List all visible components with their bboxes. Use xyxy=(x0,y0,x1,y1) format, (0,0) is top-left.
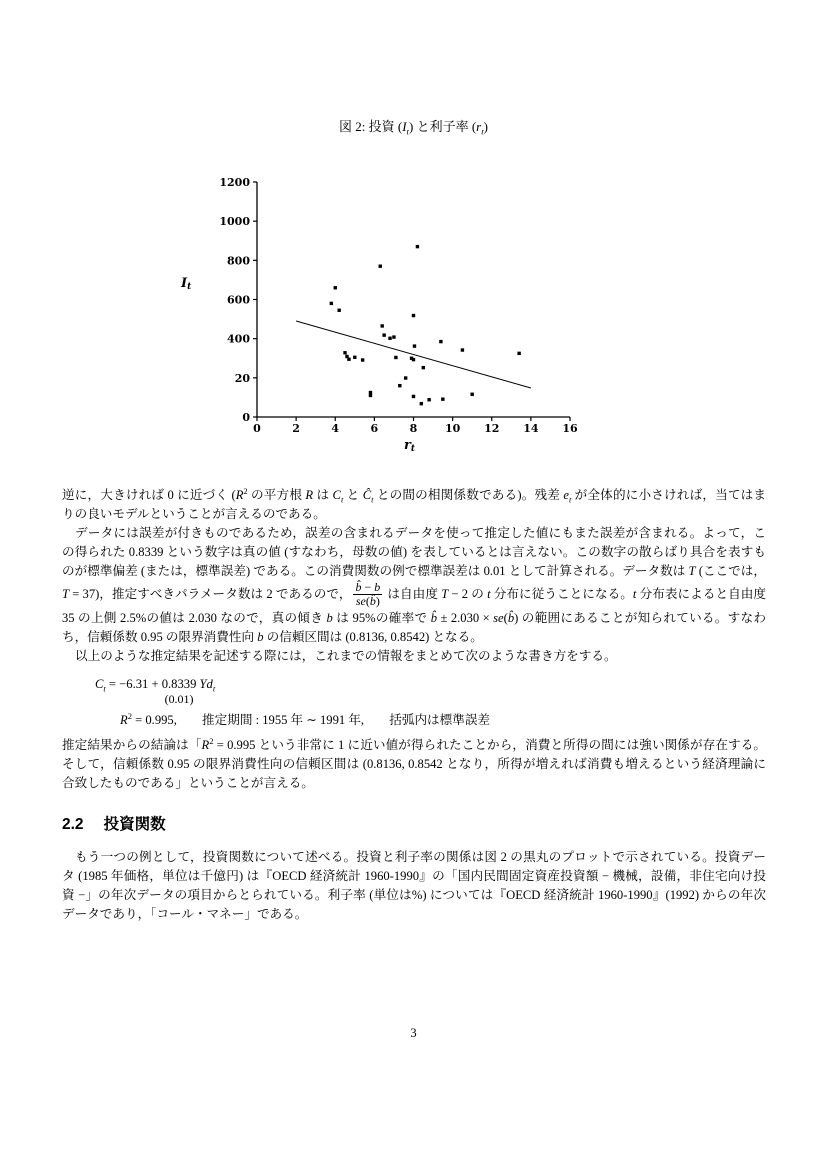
data-point xyxy=(404,376,407,379)
paragraph-model-fit: 逆に，大きければ 0 に近づく ($R^2$ の平方根 R は $C_t$ と $Ĉ_t$ との間の相関係数である)。残差 $e_t$ が全体的に小さければ，当てはまりの良いモデルということが言えるのである。 xyxy=(62,485,767,521)
data-point xyxy=(343,351,346,354)
y-tick-label: 600 xyxy=(227,293,250,307)
data-point xyxy=(379,265,382,268)
x-tick-label: 10 xyxy=(444,422,461,435)
data-point xyxy=(382,333,385,336)
x-tick-label: 4 xyxy=(331,422,340,435)
data-point xyxy=(394,356,397,359)
data-point xyxy=(422,366,425,369)
data-point xyxy=(369,394,372,397)
data-point xyxy=(517,352,520,355)
equation-line-1: $C_t = -6.31 + 0.8339$ (0.01) $Yd_t$ xyxy=(95,676,216,706)
data-point xyxy=(470,393,473,396)
x-tick-label: 16 xyxy=(562,422,578,435)
data-point xyxy=(381,324,384,327)
data-point xyxy=(337,309,340,312)
regression-equation xyxy=(62,675,766,730)
data-point xyxy=(441,397,444,400)
data-point xyxy=(427,398,430,401)
paragraph-conclusion: 推定結果からの結論は「$R^2 = 0.995$ という非常に 1 に近い値が得られたことから，消費と所得の間には強い関係が存在する。そして，信頼係数 0.95 の限界消費性向の信頼区間は (0.8136, 0.8542 となり，所得が増えれば消費も増えるという経済理論に合致したものである」ということが言える。 xyxy=(62,735,767,790)
data-point xyxy=(416,245,419,248)
axes xyxy=(257,182,570,417)
x-tick-label: 2 xyxy=(292,422,300,435)
y-tick-label: 0 xyxy=(242,411,250,424)
x-tick-label: 0 xyxy=(253,422,261,435)
data-point xyxy=(413,344,416,347)
x-tick-label: 14 xyxy=(523,422,539,435)
data-point xyxy=(392,335,395,338)
section-title: 投資関数 xyxy=(103,815,166,833)
y-axis-label: It xyxy=(181,276,192,292)
data-point xyxy=(334,286,337,289)
scatter-points xyxy=(330,245,521,405)
data-point xyxy=(398,384,401,387)
data-point xyxy=(388,337,391,340)
paragraph-reporting: 以上のような推定結果を記述する際には，これまでの情報をまとめて次のような書き方をする。 xyxy=(75,648,617,663)
y-tick-label: 800 xyxy=(227,254,250,268)
section-heading xyxy=(62,815,766,834)
data-point xyxy=(412,358,415,361)
data-point xyxy=(461,348,464,351)
data-point xyxy=(361,358,364,361)
data-point xyxy=(412,395,415,398)
body-text xyxy=(62,486,766,924)
regression-trend-line xyxy=(296,321,531,388)
page-number: 3 xyxy=(410,1026,417,1040)
paragraph-standard-error: データには誤差が付きものであるため，誤差の含まれるデータを使って推定した値にもまた誤差が含まれる。よって，この得られた 0.8339 という数字は真の値 (すなわち，母数の値) を表しているとは言えない。この数字の散らばり具合を表すものが標準偏差 (または，標準誤差) である。この消費関数の例で標準誤差は 0.01 として計算される。データ数は T (ここでは，T = 37)，推定すべきパラメータ数は 2 であるので， $\frac{b̂ - b}{se(b̂)}$ は自由度 T − 2 の t 分布に従うことになる。t 分布表によると自由度 35 の上側 2.5%の値は 2.030 なので，真の傾き b は 95%の確率で b̂ ± 2.030 × se(b̂) の範囲にあることが知られている。すなわち，信頼係数 0.95 の限界消費性向 b の信頼区間は (0.8136, 0.8542) となる。 xyxy=(62,526,767,644)
equation-line-2: $R^2 = 0.995$, 推定期間 : 1955 年 ∼ 1991 年, 括弧内は標準誤差 xyxy=(120,710,491,727)
y-tick-label: 1200 xyxy=(219,176,250,189)
y-tick-label: 20 xyxy=(234,371,250,385)
data-point xyxy=(353,356,356,359)
x-tick-label: 8 xyxy=(409,422,418,435)
paragraph-investment: もう一つの例として，投資関数について述べる。投資と利子率の関係は図 2 の黒丸のプロットで示されている。投資データ (1985 年価格，単位は千億円) は『OECD 経済統計 1960-1990』の「国内民間固定資産投資額 − 機械，設備，非住宅向け投資 −」の年次データの項目からとられている。利子率 (単位は%) については『OECD 経済統計 1960-1990』(1992) からの年次データであり，「コール・マネー」である。 xyxy=(62,849,766,921)
x-tick-label: 6 xyxy=(370,422,379,435)
x-tick-label: 12 xyxy=(484,422,500,435)
figure-chart xyxy=(0,140,827,475)
data-point xyxy=(330,302,333,305)
data-point xyxy=(412,314,415,317)
figure-title: 図 2: 投資 $(I_t)$ と利子率 $(r_t)$ xyxy=(338,119,489,137)
x-axis-label: rt xyxy=(404,438,416,454)
data-point xyxy=(420,402,423,405)
y-tick-label: 400 xyxy=(227,332,250,346)
section-number: 2.2 xyxy=(62,815,84,833)
data-point xyxy=(439,340,442,343)
data-point xyxy=(347,358,350,361)
y-tick-label: 1000 xyxy=(219,215,250,229)
data-point xyxy=(369,391,372,394)
